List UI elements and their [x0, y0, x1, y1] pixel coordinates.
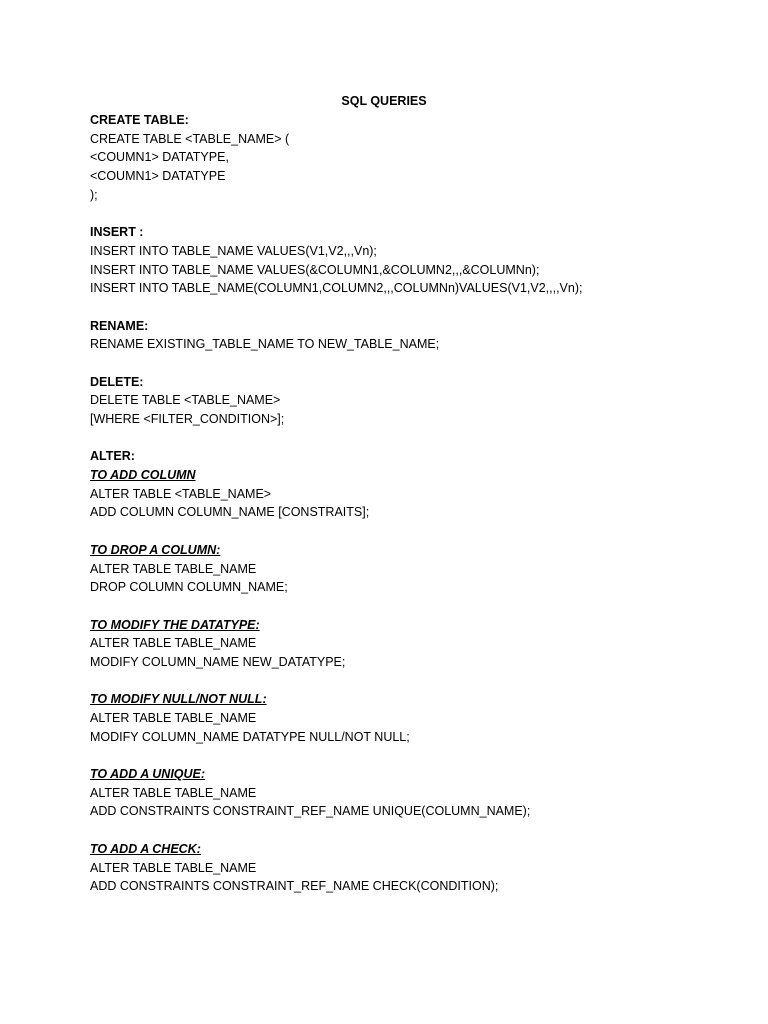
- section-heading: INSERT :: [90, 225, 144, 240]
- code-line: DROP COLUMN COLUMN_NAME;: [90, 580, 288, 595]
- subsection-heading: TO DROP A COLUMN:: [90, 542, 221, 557]
- section-add-check: [90, 840, 730, 896]
- section-create-table: [90, 111, 730, 204]
- subsection-heading: TO ADD COLUMN: [90, 468, 196, 483]
- code-line: CREATE TABLE <TABLE_NAME> (: [90, 131, 290, 146]
- section-heading: CREATE TABLE:: [90, 113, 189, 127]
- page-title: SQL QUERIES: [341, 94, 427, 108]
- code-line: RENAME EXISTING_TABLE_NAME TO NEW_TABLE_NAME;: [90, 337, 440, 352]
- section-insert: [90, 223, 730, 298]
- code-line: ADD COLUMN COLUMN_NAME [CONSTRAITS];: [90, 505, 370, 520]
- subsection-heading: TO MODIFY THE DATATYPE:: [90, 617, 260, 632]
- code-line: ALTER TABLE TABLE_NAME: [90, 636, 257, 651]
- code-line: ALTER TABLE TABLE_NAME: [90, 711, 257, 725]
- code-line: );: [90, 187, 98, 202]
- section-heading: DELETE:: [90, 374, 144, 389]
- subsection-heading: TO ADD A UNIQUE:: [90, 767, 206, 782]
- code-line: ALTER TABLE TABLE_NAME: [90, 785, 257, 800]
- section-heading: RENAME:: [90, 318, 149, 333]
- code-line: ALTER TABLE <TABLE_NAME>: [90, 486, 272, 501]
- subsection-heading: TO MODIFY NULL/NOT NULL:: [90, 692, 267, 707]
- document-body: [90, 111, 730, 915]
- code-line: ADD CONSTRAINTS CONSTRAINT_REF_NAME UNIQUE(COLUMN_NAME);: [90, 804, 531, 819]
- section-delete: [90, 373, 730, 429]
- code-line: [WHERE <FILTER_CONDITION>];: [90, 412, 285, 426]
- section-drop-column: [90, 541, 730, 597]
- section-heading: ALTER:: [90, 449, 135, 464]
- code-line: <COUMN1> DATATYPE,: [90, 150, 229, 165]
- code-line: ALTER TABLE TABLE_NAME: [90, 860, 257, 875]
- code-line: INSERT INTO TABLE_NAME VALUES(&COLUMN1,&COLUMN2,,,&COLUMNn);: [90, 262, 540, 277]
- code-line: MODIFY COLUMN_NAME NEW_DATATYPE;: [90, 654, 346, 669]
- section-modify-null: [90, 690, 730, 746]
- section-add-unique: [90, 765, 730, 821]
- code-line: <COUMN1> DATATYPE: [90, 169, 226, 184]
- subsection-heading: TO ADD A CHECK:: [90, 841, 201, 856]
- code-line: ADD CONSTRAINTS CONSTRAINT_REF_NAME CHECK(CONDITION);: [90, 879, 499, 894]
- section-alter-add-column: [90, 447, 730, 522]
- code-line: ALTER TABLE TABLE_NAME: [90, 561, 257, 576]
- code-line: MODIFY COLUMN_NAME DATATYPE NULL/NOT NULL;: [90, 729, 410, 744]
- section-rename: [90, 317, 730, 354]
- code-line: INSERT INTO TABLE_NAME(COLUMN1,COLUMN2,,,COLUMNn)VALUES(V1,V2,,,,Vn);: [90, 281, 583, 296]
- code-line: INSERT INTO TABLE_NAME VALUES(V1,V2,,,Vn);: [90, 243, 377, 258]
- section-modify-datatype: [90, 616, 730, 672]
- code-line: DELETE TABLE <TABLE_NAME>: [90, 393, 281, 408]
